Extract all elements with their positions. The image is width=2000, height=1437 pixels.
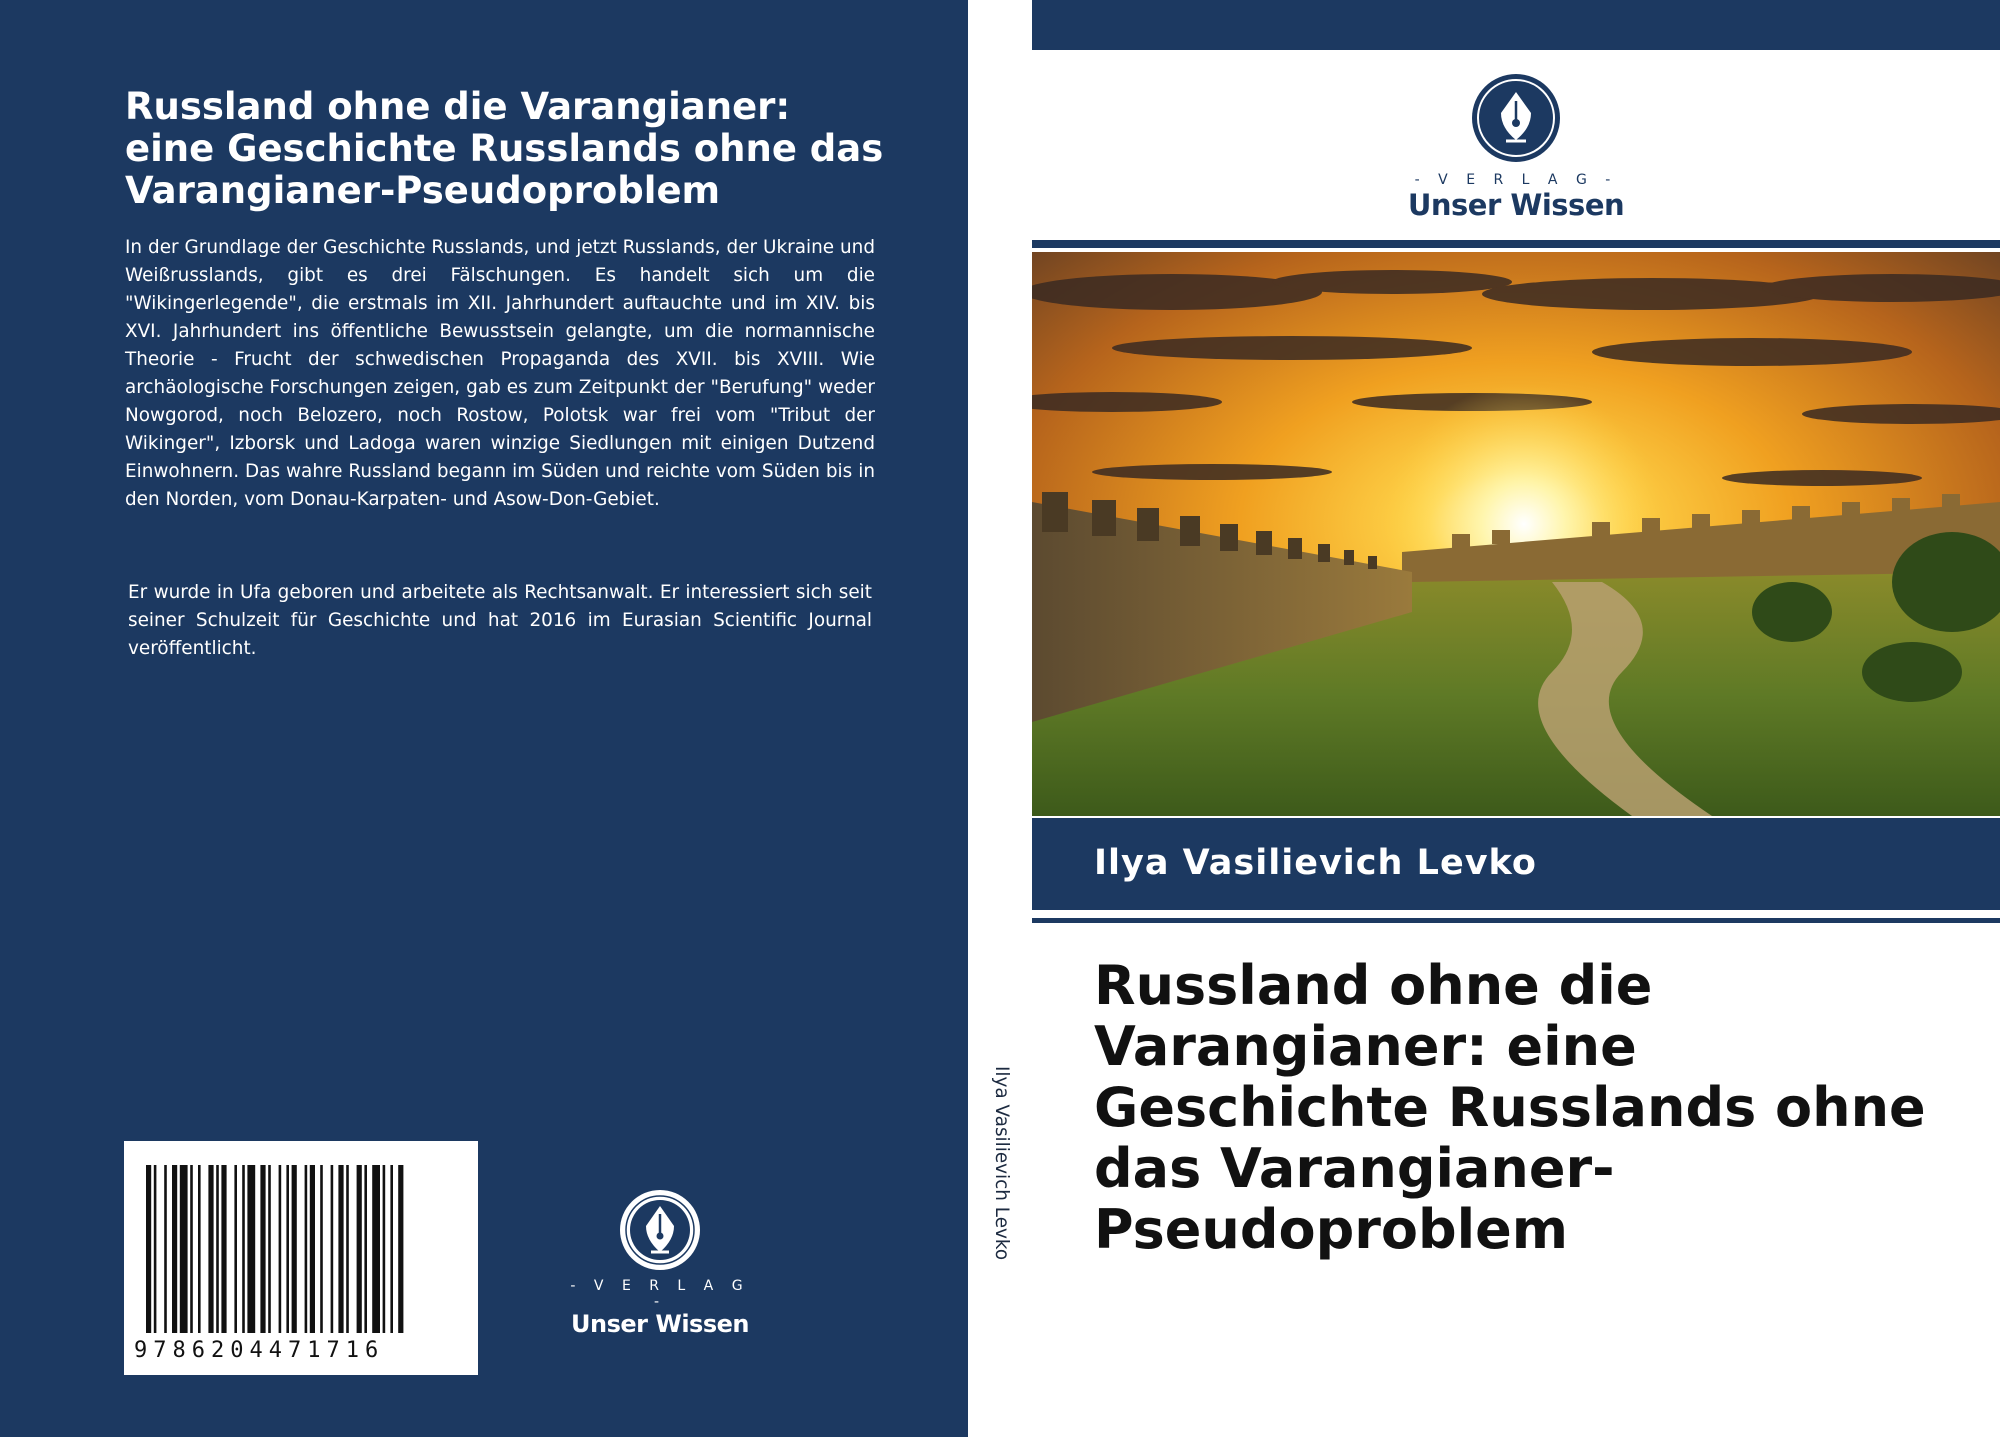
fountain-pen-nib-icon bbox=[618, 1188, 702, 1272]
front-cover-title: Russland ohne die Varangianer: eine Geschichte Russlands ohne das Varangianer-Pseudoproblem bbox=[1094, 954, 1926, 1261]
isbn-digits: 9786204471716 bbox=[134, 1338, 385, 1363]
verlag-label: - V E R L A G - bbox=[570, 1278, 750, 1310]
book-blurb: In der Grundlage der Geschichte Russlands, und jetzt Russlands, der Ukraine und Weißrusslands, gibt es drei Fälschungen. Es handelt sich um die "Wikingerlegende", die erstmals im XII. Jahrhundert auftauchte und im XIV. bis XVI. Jahrhundert ins öffentliche Bewusstsein gelangte, um die normannische Theorie - Frucht der schwedischen Propaganda des XVII. bis XVIII. Wie archäologische Forschungen zeigen, gab es zum Zeitpunkt der "Berufung" weder Nowgorod, noch Belozero, noch Rostow, Polotsk war frei vom "Tribut der Wikinger", Izborsk und Ladoga waren winzige Siedlungen mit einigen Dutzend Einwohnern. Das wahre Russland begann im Süden und reichte vom Süden bis in den Norden, vom Donau-Karpaten- und Asow-Don-Gebiet. bbox=[125, 237, 875, 510]
front-author: Ilya Vasilievich Levko bbox=[1094, 843, 1537, 883]
barcode bbox=[124, 1141, 478, 1375]
verlag-label: - V E R L A G - bbox=[1414, 172, 1618, 188]
front-rule-bottom bbox=[1032, 918, 2000, 923]
back-cover-title: Russland ohne die Varangianer: eine Geschichte Russlands ohne das Varangianer-Pseudoproblem bbox=[125, 85, 884, 212]
spine bbox=[968, 0, 1032, 1437]
spine-author: Ilya Vasilievich Levko bbox=[991, 1066, 1012, 1261]
fortress-sunset-illustration bbox=[1032, 252, 2000, 816]
front-cover bbox=[1032, 0, 2000, 1437]
publisher-name: Unser Wissen bbox=[1407, 188, 1625, 222]
barcode-bars bbox=[146, 1165, 456, 1341]
cover-photo-fortress-sunset bbox=[1032, 252, 2000, 816]
front-publisher-logo bbox=[1366, 72, 1666, 222]
fountain-pen-nib-icon bbox=[1470, 72, 1562, 164]
front-top-bar bbox=[1032, 0, 2000, 50]
back-publisher-logo bbox=[560, 1188, 760, 1338]
front-rule-top bbox=[1032, 240, 2000, 248]
publisher-name: Unser Wissen bbox=[571, 1310, 749, 1338]
author-bio: Er wurde in Ufa geboren und arbeitete als Rechtsanwalt. Er interessiert sich seit seiner Schulzeit für Geschichte und hat 2016 im Eurasian Scientific Journal veröffentlicht. bbox=[128, 582, 872, 659]
back-cover bbox=[0, 0, 968, 1437]
